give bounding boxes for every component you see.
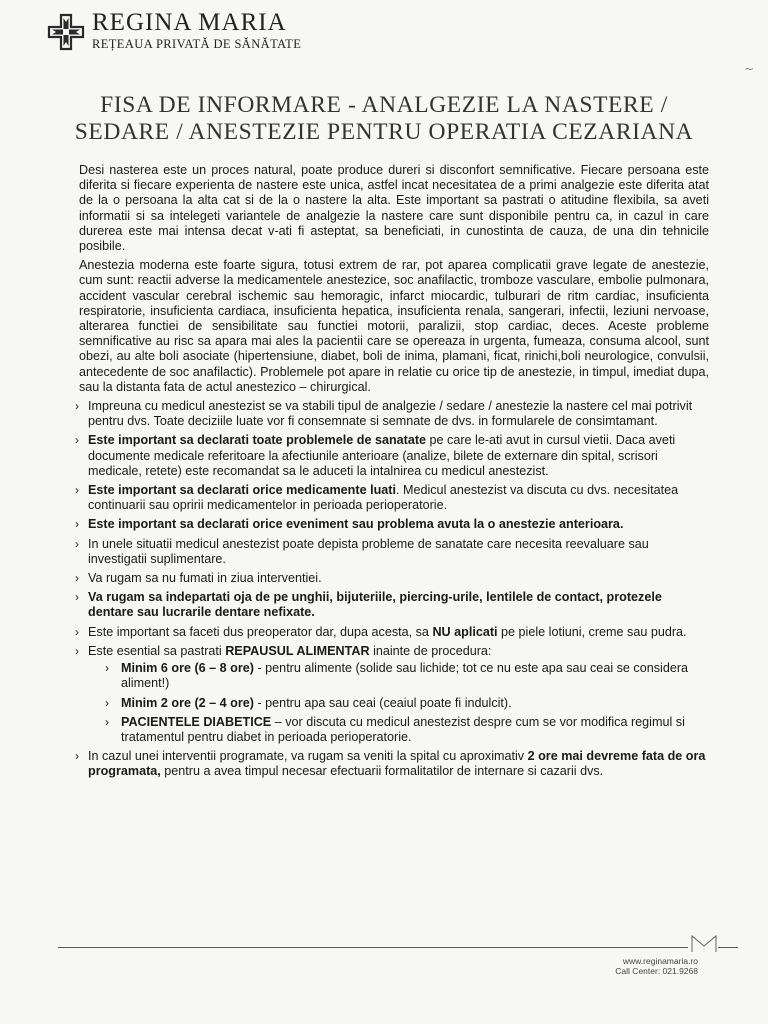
list-item (75, 536, 709, 567)
list-item-text: In unele situatii medicul anestezist poate depista probleme de sanatate care necesita reevaluare sau investigatii suplimentare. (88, 536, 649, 566)
bullet-arrow-icon: › (75, 643, 79, 658)
list-item-bold: NU aplicati (432, 624, 498, 639)
brand-logo (46, 10, 301, 52)
list-item (75, 483, 709, 513)
list-item (75, 433, 709, 479)
cross-logo-icon (46, 12, 86, 52)
list-item-text: Va rugam sa nu fumati in ziua interventiei. (88, 571, 322, 586)
sub-list-item (88, 661, 709, 691)
list-item (75, 624, 709, 640)
list-item (75, 399, 709, 429)
bullet-arrow-icon: › (75, 624, 79, 639)
list-item (75, 590, 709, 620)
list-item-text: pentru a avea timpul necesar efectuarii formalitatilor de internare si cazarii dvs. (160, 764, 604, 779)
sub-list-item (88, 696, 709, 711)
risks-paragraph: Anestezia moderna este foarte sigura, totusi extrem de rar, pot aparea complicatii grave legate de anestezie, cum sunt: reactii adverse la medicamentele anestezice, soc anafilactic, tromboze vasculare, embolie pulmonara, accident vascular cerebral ischemic sau hemoragic, infarct miocardic, tulburari de ritm cardiac, insuficienta respiratorie, insuficienta cardiaca, insuficienta hepatica, insuficienta renala, sangerari, infectii, leziuni nervoase, alterarea functiei de sensibilitate sau functiei motorii, paralizii, stop cardiac, deces. Aceste probleme semnificative au risc sa apara mai ales la pacientii care se opereaza in urgenta, fumeaza, consuma alcool, sunt obezi, au alte boli asociate (hipertensiune, diabet, boli de inima, plamani, ficat, rinichi,boli neurologice, convulsii, antecedente de soc anafilactic). Problemele pot apare in relatie cu orice tip de anestezie, in timpul, imediat dupa, sau la distanta fata de actul anestezico – chirurgical. (79, 258, 709, 394)
sub-item-bold: Minim 6 ore (6 – 8 ore) (121, 661, 254, 676)
list-item-bold: Este important sa declarati orice medicamente luati (88, 483, 396, 498)
list-item-bold: Este important sa declarati orice eveniment sau problema avuta la o anestezie anterioara. (88, 517, 624, 532)
instructions-list (75, 399, 709, 779)
document-title (50, 92, 718, 146)
sub-item-bold: PACIENTELE DIABETICE (121, 714, 272, 729)
list-item (75, 749, 709, 779)
sub-item-text: - pentru alimente (solide sau lichide; tot ce nu este apa sau ceai se considera aliment!) (121, 661, 689, 691)
bullet-arrow-icon: › (105, 661, 109, 676)
sub-item-text: - pentru apa sau ceai (ceaiul poate fi indulcit). (253, 695, 512, 710)
bullet-arrow-icon: › (105, 695, 109, 710)
list-item-text: Impreuna cu medicul anestezist se va stabili tipul de analgezie / sedare / anestezie la nastere cel mai potrivit pentru dvs. Toate deciziile luate vor fi consemnate si semnate de dvs. in formularele de consimtamant. (88, 399, 693, 429)
sub-item-bold: Minim 2 ore (2 – 4 ore) (121, 695, 254, 710)
list-item-text: Este esential sa pastrati (88, 643, 226, 658)
list-item-bold: Este important sa declarati toate problemele de sanatate (88, 433, 427, 448)
corner-mark: ~ (744, 62, 755, 76)
footer-m-logo-icon (690, 934, 718, 952)
list-item-text: Este important sa faceti dus preoperator dar, dupa acesta, sa (88, 624, 433, 639)
bullet-arrow-icon: › (75, 483, 79, 498)
bullet-arrow-icon: › (75, 536, 79, 551)
brand-name: REGINA MARIA (92, 9, 287, 36)
bullet-arrow-icon: › (75, 749, 79, 764)
title-line-1: FISA DE INFORMARE - ANALGEZIE LA NASTERE / (100, 92, 668, 118)
list-item-bold: 2 ore mai devreme fata de ora programata, (88, 749, 706, 779)
sub-item-text: – vor discuta cu medicul anestezist despre cum se vor modifica regimul si tratamentul pentru diabet in perioada perioperatorie. (121, 714, 685, 744)
bullet-arrow-icon: › (75, 590, 79, 605)
footer-divider (58, 947, 688, 948)
footer-divider-end (718, 947, 738, 948)
list-item-text: In cazul unei interventii programate, va rugam sa veniti la spital cu aproximativ (88, 749, 528, 764)
title-line-2: SEDARE / ANESTEZIE PENTRU OPERATIA CEZARIANA (74, 119, 694, 145)
document-body (75, 163, 709, 784)
list-item-text: inainte de procedura: (369, 643, 492, 658)
list-item-bold: REPAUSUL ALIMENTAR (225, 643, 370, 658)
footer-call-center: Call Center: 021.9268 (615, 966, 698, 976)
footer-website: www.reginamaria.ro (622, 956, 698, 966)
brand-tagline: REȚEAUA PRIVATĂ DE SĂNĂTATE (92, 37, 302, 51)
fasting-sublist (88, 661, 709, 745)
bullet-arrow-icon: › (75, 433, 79, 448)
bullet-arrow-icon: › (75, 399, 79, 414)
list-item-text: pe piele lotiuni, creme sau pudra. (497, 624, 687, 639)
list-item-bold: Va rugam sa indepartati oja de pe unghii, bijuteriile, piercing-urile, lentilele de contact, protezele dentare sau lucrarile dentare nefixate. (88, 590, 662, 620)
list-item (75, 571, 709, 586)
bullet-arrow-icon: › (75, 571, 79, 586)
list-item (75, 517, 709, 532)
bullet-arrow-icon: › (75, 517, 79, 532)
intro-paragraph: Desi nasterea este un proces natural, poate produce dureri si disconfort semnificative. Fiecare persoana este diferita si fiecare experienta de nastere este unica, astfel incat necesitatea de a primi analgezie este diferita atat de la o persoana la alta cat si de la o nastere la alta. Este important sa pastrati o atitudine flexibila, sa aveti informatii si sa intelegeti variantele de analgezie la nastere care sunt disponibile pentru ca, in cazul in care durerea este mai intensa decat v-ati fi asteptat, sa beneficiati, in cunostinta de cauza, de una din tehnicile posibile. (79, 163, 709, 254)
list-item (75, 643, 709, 745)
list-item-text: . Medicul anestezist va discuta cu dvs. necesitatea continuarii sau opririi medicamentelor in perioada perioperatorie. (88, 483, 679, 513)
bullet-arrow-icon: › (105, 714, 109, 729)
list-item-text: pe care le-ati avut in cursul vietii. Daca aveti documente medicale referitoare la afectiunile anterioare (analize, bilete de externare din spital, scrisori medicale, retete) este recomandat sa le aduceti la intalnirea cu medicul anestezist. (88, 433, 676, 478)
sub-list-item (88, 715, 709, 745)
